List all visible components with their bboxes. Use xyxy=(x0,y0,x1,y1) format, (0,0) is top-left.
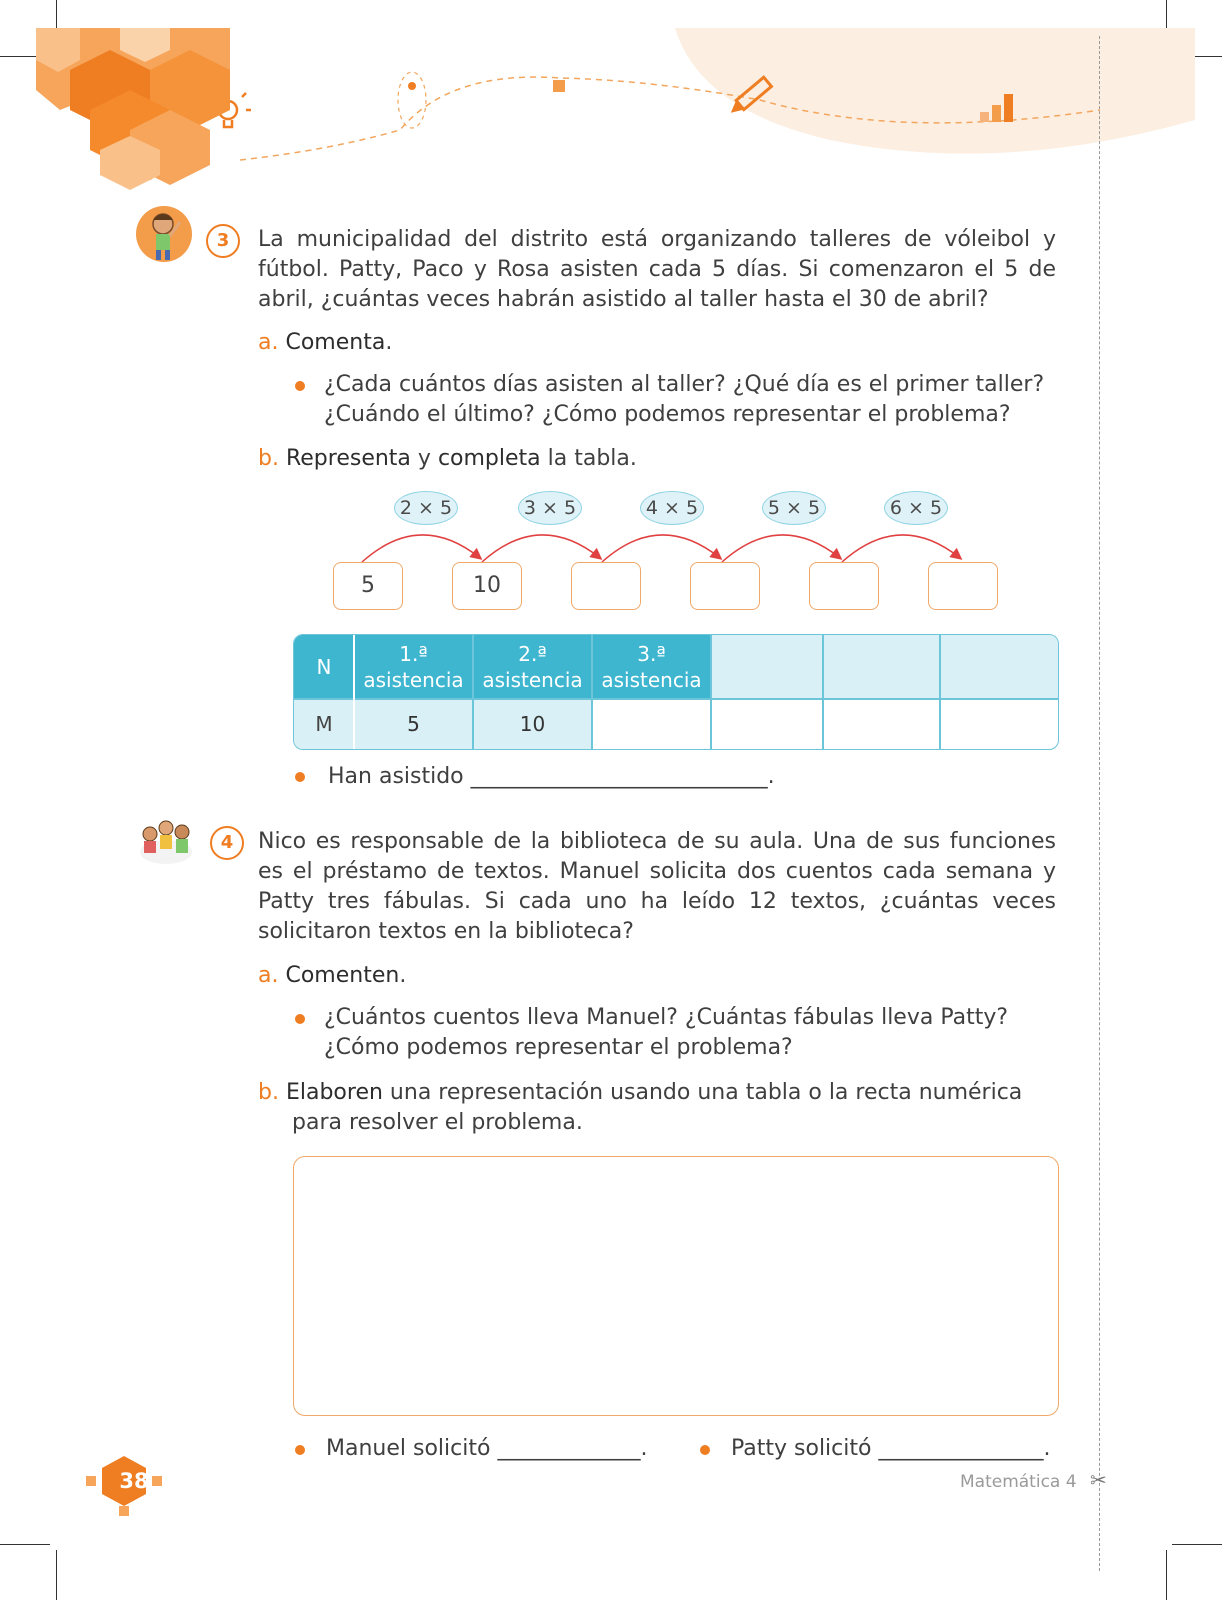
column-header-2: 2.ª asistencia xyxy=(482,642,583,692)
multiplication-oval: 4 × 5 xyxy=(640,491,704,525)
table-cell: 10 xyxy=(519,712,546,736)
crop-mark xyxy=(1172,1544,1222,1545)
question-line: ¿Cada cuántos días asisten al taller? ¿Qué día es el primer taller? xyxy=(324,372,1045,397)
cubes-decoration xyxy=(36,28,230,190)
problem-number-4: 4 xyxy=(210,826,244,860)
question-line: ¿Cómo podemos representar el problema? xyxy=(324,1035,793,1060)
answer-line-manuel: Manuel solicitó _____________. xyxy=(326,1436,648,1461)
cut-line xyxy=(1099,36,1100,1571)
answer-box[interactable] xyxy=(928,562,998,610)
part-a-heading: a. Comenten. xyxy=(258,963,407,988)
table-answer-cell[interactable] xyxy=(823,635,940,699)
answer-line: Han asistido ___________________________. xyxy=(328,764,775,789)
table-answer-cell[interactable] xyxy=(711,635,823,699)
answer-box[interactable] xyxy=(809,562,879,610)
number-box: 10 xyxy=(452,562,522,610)
problem-4-statement: Nico es responsable de la biblioteca de su aula. Una de sus funciones es el préstamo de textos. Manuel solicita dos cuentos cada semana y Patty tres fábulas. Si cada uno ha leído 12 textos, ¿cuántas veces solicitaron textos en la biblioteca? xyxy=(258,829,1056,944)
table-answer-cell[interactable] xyxy=(940,635,1058,699)
header-decoration xyxy=(0,0,1222,200)
column-header-1: 1.ª asistencia xyxy=(363,642,464,692)
work-area[interactable] xyxy=(293,1156,1059,1416)
student-avatar-icon xyxy=(136,206,192,262)
table-answer-cell[interactable] xyxy=(940,699,1058,749)
bullet xyxy=(700,1445,710,1455)
question-line: ¿Cuándo el último? ¿Cómo podemos representar el problema? xyxy=(324,402,1011,427)
answer-blank[interactable]: ___________________________ xyxy=(470,764,768,789)
problem-3-statement: La municipalidad del distrito está organizando talleres de vóleibol y fútbol. Patty, Paco y Rosa asisten cada 5 días. Si comenzaron el 5 de abril, ¿cuántas veces habrán asistido al taller hasta el 30 de abril? xyxy=(258,227,1056,312)
table-answer-cell[interactable] xyxy=(711,699,823,749)
table-answer-cell[interactable] xyxy=(592,699,711,749)
column-header-3: 3.ª asistencia xyxy=(601,642,702,692)
number-box: 5 xyxy=(333,562,403,610)
part-a-heading: a. Comenta. xyxy=(258,330,393,355)
part-b-heading: b. Representa y completa la tabla. xyxy=(258,446,637,471)
answer-blank[interactable]: _______________ xyxy=(878,1436,1044,1461)
row-label-m: M xyxy=(315,712,333,736)
answer-box[interactable] xyxy=(571,562,641,610)
crop-mark xyxy=(1166,1550,1167,1600)
crop-mark xyxy=(56,1550,57,1600)
bullet xyxy=(295,381,305,391)
jump-arrows xyxy=(330,520,1010,565)
crop-mark xyxy=(0,1544,50,1545)
problem-number-3: 3 xyxy=(206,224,240,258)
table-cell: 5 xyxy=(407,712,420,736)
table-answer-cell[interactable] xyxy=(823,699,940,749)
answer-blank[interactable]: _____________ xyxy=(497,1436,641,1461)
part-b-heading: b. Elaboren una representación usando una tabla o la recta numérica xyxy=(258,1080,1023,1105)
multiplication-oval: 2 × 5 xyxy=(394,491,458,525)
multiplication-oval: 6 × 5 xyxy=(884,491,948,525)
row-label-n: N xyxy=(316,655,332,679)
part-b-line2: para resolver el problema. xyxy=(292,1110,583,1135)
bullet xyxy=(295,1445,305,1455)
book-title: Matemática 4 xyxy=(960,1472,1077,1492)
question-line: ¿Cuántos cuentos lleva Manuel? ¿Cuántas fábulas lleva Patty? xyxy=(324,1005,1009,1030)
multiplication-oval: 3 × 5 xyxy=(518,491,582,525)
page-number: 38 xyxy=(119,1469,149,1493)
answer-line-patty: Patty solicitó _______________. xyxy=(731,1436,1051,1461)
attendance-table xyxy=(293,634,1059,750)
multiplication-oval: 5 × 5 xyxy=(762,491,826,525)
bullet xyxy=(295,772,305,782)
answer-box[interactable] xyxy=(690,562,760,610)
bullet xyxy=(295,1014,305,1024)
scissors-icon: ✂ xyxy=(1090,1468,1107,1492)
group-avatar-icon xyxy=(136,812,196,868)
